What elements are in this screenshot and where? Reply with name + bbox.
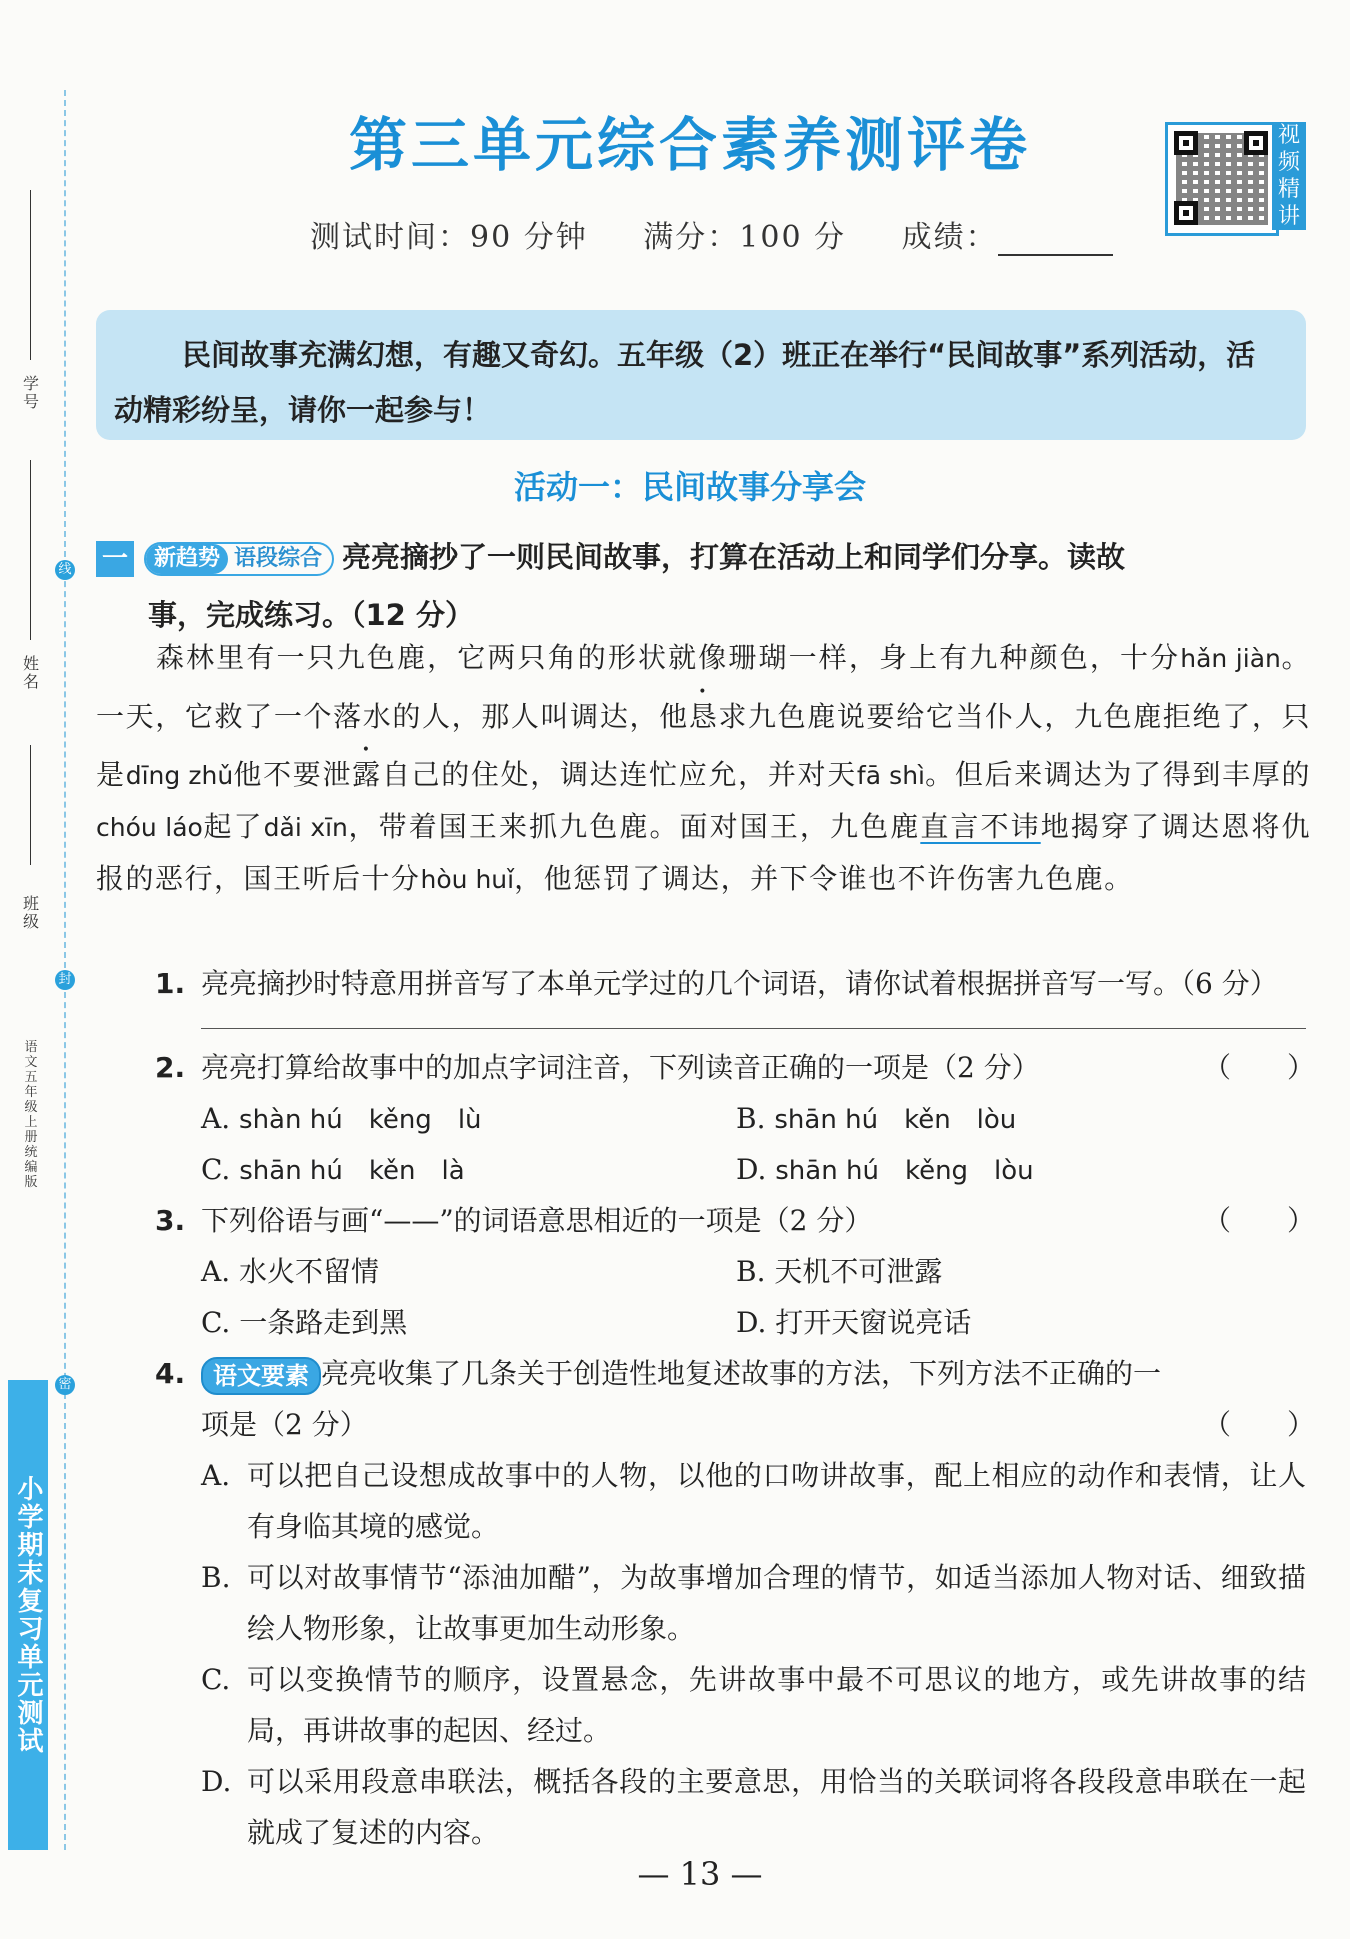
option-c[interactable]: C. 可以变换情节的顺序，设置悬念，先讲故事中最不可思议的地方，或先讲故事的结局，再讲故事的起因、经过。 (201, 1663, 1306, 1747)
answer-bracket[interactable]: （） (1202, 1408, 1315, 1441)
option-d[interactable]: D. 可以采用段意串联法，概括各段的主要意思，用恰当的关联词将各段段意串联在一起就成了复述的内容。 (201, 1765, 1306, 1849)
grade-label: 语文五年级上册统编版 (24, 1040, 38, 1190)
question-text: 下列俗语与画“——”的词语意思相近的一项是（2 分） (201, 1204, 873, 1237)
seal-xian: 线 (55, 560, 75, 580)
pinyin-blank: hǎn jiàn (1180, 644, 1281, 673)
underlined-phrase: 直言不讳 (920, 810, 1041, 843)
question-text: 亮亮摘抄时特意用拼音写了本单元学过的几个词语，请你试着根据拼音写一写。（6 分） (201, 967, 1278, 1000)
score-blank[interactable] (998, 228, 1113, 256)
pinyin-blank: chóu láo (96, 813, 203, 842)
qr-code[interactable] (1165, 122, 1279, 236)
binding-margin (0, 0, 100, 1939)
passage-text: 求九色鹿说要给它当仆人，九色鹿拒绝了，只是 (96, 700, 1311, 791)
passage-text: 自己的住处，调达连忙应允，并对天 (381, 758, 857, 791)
question-number: 1. (155, 967, 186, 1000)
section-instruction-1: 亮亮摘抄了一则民间故事，打算在活动上和同学们分享。读故 (342, 540, 1126, 574)
section-number: 一 (96, 541, 134, 577)
option-a[interactable]: A. 水火不留情 (201, 1255, 380, 1288)
question-number: 2. (155, 1051, 186, 1084)
video-tag[interactable]: 视频精讲 (1272, 122, 1306, 230)
option-b[interactable]: B. 可以对故事情节“添油加醋”，为故事增加合理的情节，如适当添加人物对话、细致描绘人物形象，让故事更加生动形象。 (201, 1561, 1306, 1645)
page-title: 第三单元综合素养测评卷 (348, 111, 1031, 179)
xuehao-label: 学号 (22, 374, 39, 411)
intro-box: 民间故事充满幻想，有趣又奇幻。五年级（2）班正在举行“民间故事”系列活动，活动精彩纷呈，请你一起参与！ (96, 310, 1306, 440)
question-number: 4. (155, 1357, 186, 1390)
tag-type: 语段综合 (234, 546, 323, 571)
passage-text: 。一天，它救了一个落水的人，那人叫调达，他 (96, 641, 1311, 733)
passage-text: ，带着国王来抓九色鹿。面对国王，九色鹿 (347, 810, 921, 843)
element-tag: 语文要素 (201, 1357, 321, 1395)
story-passage (96, 632, 1311, 905)
test-meta (310, 212, 1113, 256)
xuehao-line (30, 190, 31, 360)
answer-line[interactable] (201, 1028, 1306, 1029)
pinyin-blank: dǎi xīn (263, 813, 348, 842)
xingming-line (30, 460, 31, 640)
pinyin-blank: hòu huǐ (420, 865, 515, 894)
qr-eye-icon (1174, 131, 1198, 155)
option-d[interactable]: D. 打开天窗说亮话 (736, 1306, 972, 1339)
answer-bracket[interactable]: （） (1202, 1204, 1315, 1237)
qr-eye-icon (1174, 201, 1198, 225)
seal-feng: 封 (55, 970, 75, 990)
test-time: 测试时间：90 分钟 (310, 220, 588, 255)
option-b[interactable]: B. 天机不可泄露 (736, 1255, 943, 1288)
banji-label: 班级 (22, 894, 39, 931)
option-a[interactable]: A. 可以把自己设想成故事中的人物，以他的口吻讲故事，配上相应的动作和表情，让人有身临其境的感觉。 (201, 1459, 1306, 1543)
seal-mi: 密 (55, 1375, 75, 1395)
tag-trend: 新趋势 (146, 544, 228, 574)
passage-text: ，他惩罚了调达，并下令谁也不许伤害九色鹿。 (514, 862, 1134, 895)
brand-strip: 小学期末复习单元测试 (8, 1380, 48, 1850)
question-number: 3. (155, 1204, 186, 1237)
option-c[interactable]: C. 一条路走到黑 (201, 1306, 408, 1339)
pinyin-blank: fā shì (856, 761, 925, 790)
passage-text: 地揭穿了调达恩将仇报的恶行，国王听后十分 (96, 810, 1311, 895)
page-number: — 13 — (637, 1855, 763, 1893)
passage-text: 起了 (202, 810, 264, 843)
question-text: 语文要素 亮亮收集了几条关于创造性地复述故事的方法，下列方法不正确的一 (201, 1348, 1161, 1399)
xingming-label: 姓名 (22, 654, 39, 691)
banji-line (30, 745, 31, 865)
activity-title: 活动一：民间故事分享会 (513, 468, 866, 506)
question-text: 亮亮打算给故事中的加点字词注音，下列读音正确的一项是（2 分） (201, 1051, 1040, 1084)
pinyin-blank: dīng zhǔ (125, 761, 234, 790)
qr-eye-icon (1244, 131, 1268, 155)
option-a[interactable]: A. shàn hú kěng lù (201, 1102, 482, 1135)
dotted-char: 恳 (688, 700, 719, 733)
section-tag (144, 542, 334, 576)
full-score: 满分：100 分 (643, 220, 847, 255)
question-text: 项是（2 分） (201, 1408, 368, 1441)
section-instruction-2: 事，完成练习。（12 分） (148, 598, 474, 632)
dotted-char: 露 (352, 758, 382, 791)
section-one-header (96, 528, 1311, 644)
answer-bracket[interactable]: （） (1202, 1051, 1315, 1084)
option-d[interactable]: D. shān hú kěng lòu (736, 1153, 1034, 1186)
passage-text: 。但后来调达为了得到丰厚的 (924, 758, 1311, 791)
option-b[interactable]: B. shān hú kěn lòu (736, 1102, 1017, 1135)
option-c[interactable]: C. shān hú kěn là (201, 1153, 465, 1186)
score-label: 成绩： (901, 220, 998, 255)
passage-text: 森林里有一只九色鹿，它两只角的形状就像珊瑚一样，身上有九种颜色，十分 (156, 641, 1181, 674)
passage-text: 他不要泄 (233, 758, 353, 791)
